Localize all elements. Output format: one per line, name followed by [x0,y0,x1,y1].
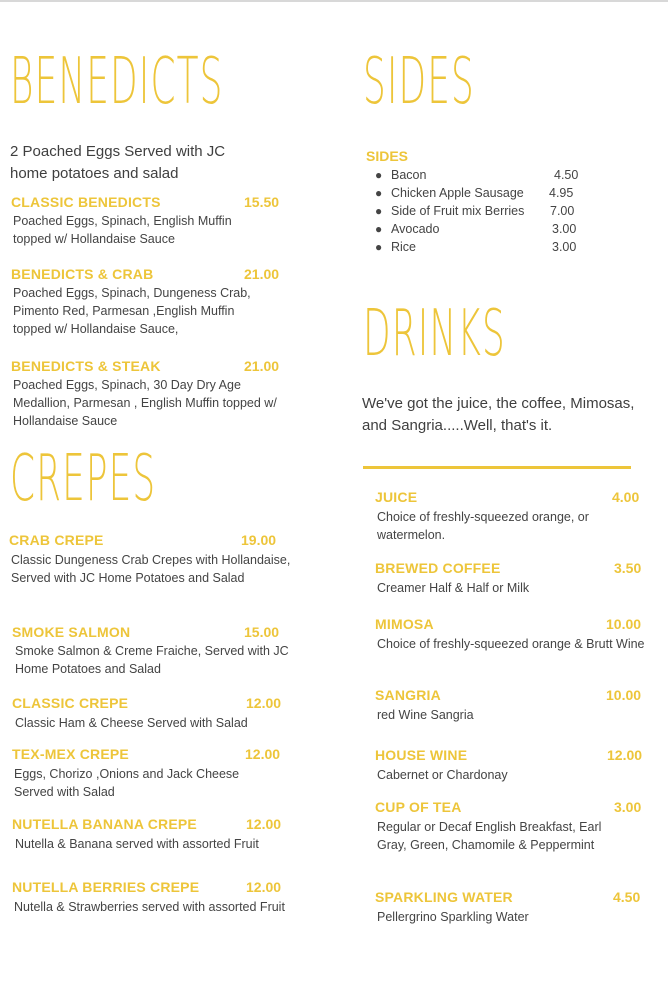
side-price: 4.50 [554,168,579,182]
side-price: 3.00 [552,240,577,254]
list-item [375,186,615,204]
menu-item-price: 12.00 [246,695,282,711]
bullet-icon: ● [375,222,383,236]
menu-item-price: 12.00 [607,747,643,763]
menu-item-price: 4.00 [612,489,640,505]
menu-item-desc: Poached Eggs, Spinach, Dungeness Crab, Pimento Red, Parmesan ,English Muffin topped w/ Hollandaise Sauce, [13,286,251,336]
menu-item-price: 15.50 [244,194,280,210]
menu-item-name: HOUSE WINE [375,747,468,763]
side-name: Avocado [391,222,440,236]
list-item [375,168,615,186]
menu-item-price: 12.00 [246,879,282,895]
side-name: Chicken Apple Sausage [391,186,524,200]
menu-item-desc: Choice of freshly-squeezed orange, or watermelon. [377,510,589,542]
menu-item-name: NUTELLA BANANA CREPE [12,816,197,832]
menu-item-price: 21.00 [244,358,280,374]
menu-item-desc: Pellergrino Sparkling Water [377,910,529,924]
bullet-icon: ● [375,204,383,218]
list-item [375,222,615,240]
sides-heading: SIDES [366,148,409,164]
side-name: Rice [391,240,417,254]
side-name: Side of Fruit mix Berries [391,204,525,218]
list-item [375,204,615,222]
menu-item-price: 15.00 [244,624,280,640]
menu-item-desc: Choice of freshly-squeezed orange & Brutt Wine [377,637,645,651]
menu-item-name: BENEDICTS & CRAB [11,266,154,282]
bullet-icon: ● [375,168,383,182]
menu-item-name: SPARKLING WATER [375,889,513,905]
menu-item-price: 21.00 [244,266,280,282]
menu-item-desc: Nutella & Strawberries served with assorted Fruit [14,900,285,914]
menu-item-price: 3.00 [614,799,642,815]
top-divider [0,0,668,2]
menu-item-name: BREWED COFFEE [375,560,501,576]
menu-item-price: 3.50 [614,560,642,576]
drinks-title: DRINKS [363,297,506,371]
menu-item-name: CLASSIC CREPE [12,695,129,711]
menu-item-desc: Poached Eggs, Spinach, English Muffin topped w/ Hollandaise Sauce [13,214,232,246]
menu-item-price: 4.50 [613,889,641,905]
menu-item-desc: Nutella & Banana served with assorted Fruit [15,837,259,851]
menu-item-desc: red Wine Sangria [377,708,474,722]
menu-item-name: MIMOSA [375,616,434,632]
menu-item-price: 10.00 [606,687,642,703]
menu-item-price: 10.00 [606,616,642,632]
menu-item-desc: Smoke Salmon & Creme Fraiche, Served with JC Home Potatoes and Salad [15,644,289,676]
section-divider [363,466,631,469]
menu-item-desc: Poached Eggs, Spinach, 30 Day Dry Age Medallion, Parmesan , English Muffin topped w/ Hollandaise Sauce [13,378,277,428]
menu-item-desc: Eggs, Chorizo ,Onions and Jack Cheese Served with Salad [14,767,240,799]
menu-item-name: CRAB CREPE [9,532,104,548]
sides-list [375,168,615,258]
menu-item-name: CUP OF TEA [375,799,462,815]
side-price: 4.95 [549,186,574,200]
menu-item-name: NUTELLA BERRIES CREPE [12,879,200,895]
sides-title: SIDES [363,45,475,119]
menu-item-desc: Classic Dungeness Crab Crepes with Hollandaise, Served with JC Home Potatoes and Salad [11,553,291,585]
menu-item-desc: Cabernet or Chardonay [377,768,508,782]
menu-item-desc: Creamer Half & Half or Milk [377,581,530,595]
drinks-intro: We've got the juice, the coffee, Mimosas, and Sangria.....Well, that's it. [362,395,635,434]
menu-item-name: SMOKE SALMON [12,624,131,640]
bullet-icon: ● [375,186,383,200]
menu-item-name: SANGRIA [375,687,441,703]
side-name: Bacon [391,168,427,182]
bullet-icon: ● [375,240,383,254]
menu-item-name: BENEDICTS & STEAK [11,358,161,374]
menu-item-price: 19.00 [241,532,277,548]
menu-item-price: 12.00 [245,746,281,762]
menu-item-name: CLASSIC BENEDICTS [11,194,161,210]
side-price: 3.00 [552,222,577,236]
benedicts-title: BENEDICTS [10,45,224,119]
menu-item-name: TEX-MEX CREPE [12,746,129,762]
benedicts-intro: 2 Poached Eggs Served with JC home potatoes and salad [10,143,226,182]
menu-item-desc: Classic Ham & Cheese Served with Salad [15,716,248,730]
list-item [375,240,615,258]
crepes-title: CREPES [10,442,157,516]
menu-item-desc: Regular or Decaf English Breakfast, Earl Gray, Green, Chamomile & Peppermint [377,820,602,852]
menu-item-name: JUICE [375,489,418,505]
menu-item-price: 12.00 [246,816,282,832]
side-price: 7.00 [550,204,575,218]
